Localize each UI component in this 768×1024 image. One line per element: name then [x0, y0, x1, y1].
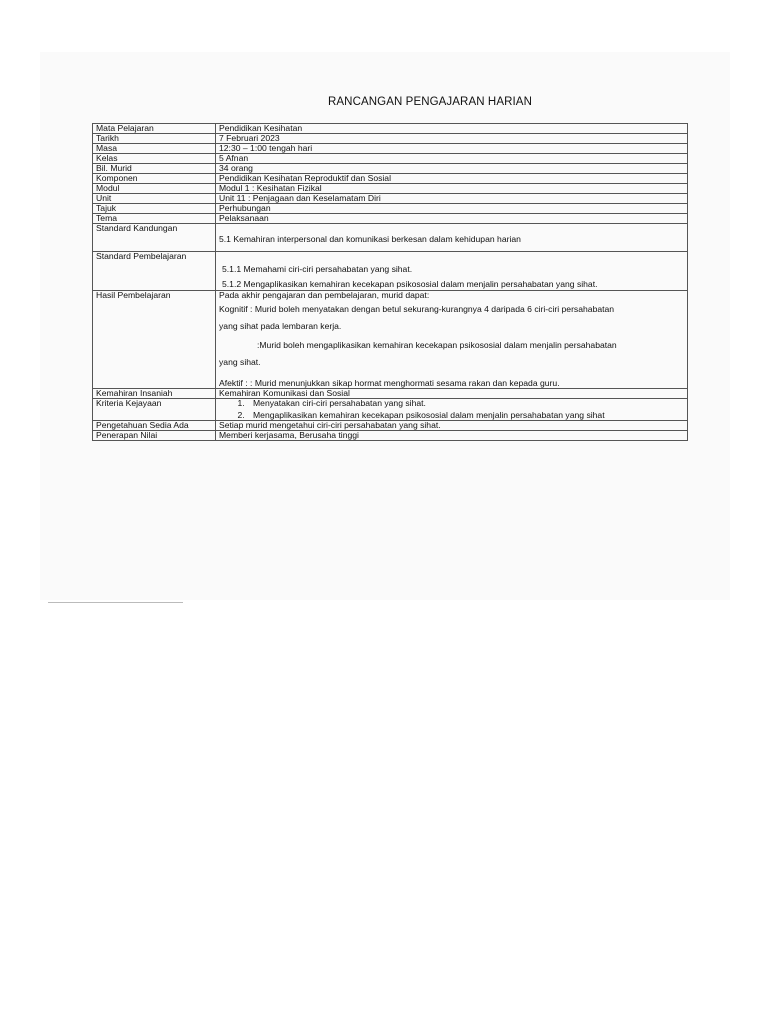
row-label: Kemahiran Insaniah	[93, 389, 216, 399]
standard-item: 5.1.1 Memahami ciri-ciri persahabatan yang sihat.	[222, 264, 413, 274]
hasil-afektif: Afektif : : Murid menunjukkan sikap hormat menghormati sesama rakan dan kepada guru.	[219, 378, 560, 388]
penerapan-nilai-row	[93, 431, 688, 441]
list-item: 2. Mengaplikasikan kemahiran kecekapan psikososial dalam menjalin persahabatan yang sihat	[247, 411, 684, 420]
row-value: 12:30 – 1:00 tengah hari	[216, 144, 688, 154]
row-value: 5 Afnan	[216, 154, 688, 164]
row-label: Penerapan Nilai	[93, 431, 216, 441]
row-value: 34 orang	[216, 164, 688, 174]
row-label: Kriteria Kejayaan	[93, 399, 216, 421]
row-value: Pendidikan Kesihatan Reproduktif dan Sosial	[216, 174, 688, 184]
table-row	[93, 194, 688, 204]
row-value: Pendidikan Kesihatan	[216, 124, 688, 134]
row-label: Tema	[93, 214, 216, 224]
row-value: Pelaksanaan	[216, 214, 688, 224]
hasil-pembelajaran-row	[93, 291, 688, 389]
hasil-psikomotor: :Murid boleh mengaplikasikan kemahiran kecekapan psikososial dalam menjalin persahabatan	[257, 340, 617, 350]
standard-kandungan-row	[93, 224, 688, 252]
row-value	[216, 252, 688, 291]
row-value: Unit 11 : Penjagaan dan Keselamatam Diri	[216, 194, 688, 204]
pengetahuan-sedia-ada-row	[93, 421, 688, 431]
table-row	[93, 154, 688, 164]
row-value: Memberi kerjasama, Berusaha tinggi	[216, 431, 688, 441]
table-row	[93, 134, 688, 144]
standard-item: 5.1.2 Mengaplikasikan kemahiran kecekapan psikososial dalam menjalin persahabatan yang sihat.	[222, 279, 598, 289]
table-row	[93, 144, 688, 154]
row-label: Mata Pelajaran	[93, 124, 216, 134]
row-label: Standard Kandungan	[93, 224, 216, 252]
table-row	[93, 184, 688, 194]
standard-pembelajaran-row	[93, 252, 688, 291]
kemahiran-insaniah-row	[93, 389, 688, 399]
lesson-plan-table	[92, 123, 688, 441]
table-row	[93, 164, 688, 174]
row-label: Standard Pembelajaran	[93, 252, 216, 291]
row-label: Masa	[93, 144, 216, 154]
table-row	[93, 174, 688, 184]
list-item: 1. Menyatakan ciri-ciri persahabatan yang sihat.	[247, 399, 684, 408]
kriteria-list	[219, 399, 684, 420]
table-row	[93, 204, 688, 214]
row-value	[216, 291, 688, 389]
document-title: RANCANGAN PENGAJARAN HARIAN	[328, 96, 532, 108]
row-value	[216, 399, 688, 421]
row-value: Perhubungan	[216, 204, 688, 214]
footnote-separator	[48, 602, 183, 603]
hasil-kognitif-cont: yang sihat pada lembaran kerja.	[219, 321, 342, 331]
row-value: Setiap murid mengetahui ciri-ciri persahabatan yang sihat.	[216, 421, 688, 431]
hasil-kognitif: Kognitif : Murid boleh menyatakan dengan betul sekurang-kurangnya 4 daripada 6 ciri-ciri persahabatan	[219, 304, 615, 314]
row-label: Hasil Pembelajaran	[93, 291, 216, 389]
row-label: Tajuk	[93, 204, 216, 214]
row-value: Kemahiran Komunikasi dan Sosial	[216, 389, 688, 399]
hasil-psikomotor-cont: yang sihat.	[219, 357, 261, 367]
row-label: Tarikh	[93, 134, 216, 144]
table-row	[93, 214, 688, 224]
table-row	[93, 124, 688, 134]
row-label: Unit	[93, 194, 216, 204]
row-value: 5.1 Kemahiran interpersonal dan komunikasi berkesan dalam kehidupan harian	[216, 224, 688, 252]
row-label: Bil. Murid	[93, 164, 216, 174]
kriteria-kejayaan-row	[93, 399, 688, 421]
row-value: Modul 1 : Kesihatan Fizikal	[216, 184, 688, 194]
row-label: Komponen	[93, 174, 216, 184]
hasil-intro: Pada akhir pengajaran dan pembelajaran, murid dapat:	[219, 290, 430, 300]
row-value: 7 Februari 2023	[216, 134, 688, 144]
row-label: Pengetahuan Sedia Ada	[93, 421, 216, 431]
row-label: Modul	[93, 184, 216, 194]
row-label: Kelas	[93, 154, 216, 164]
